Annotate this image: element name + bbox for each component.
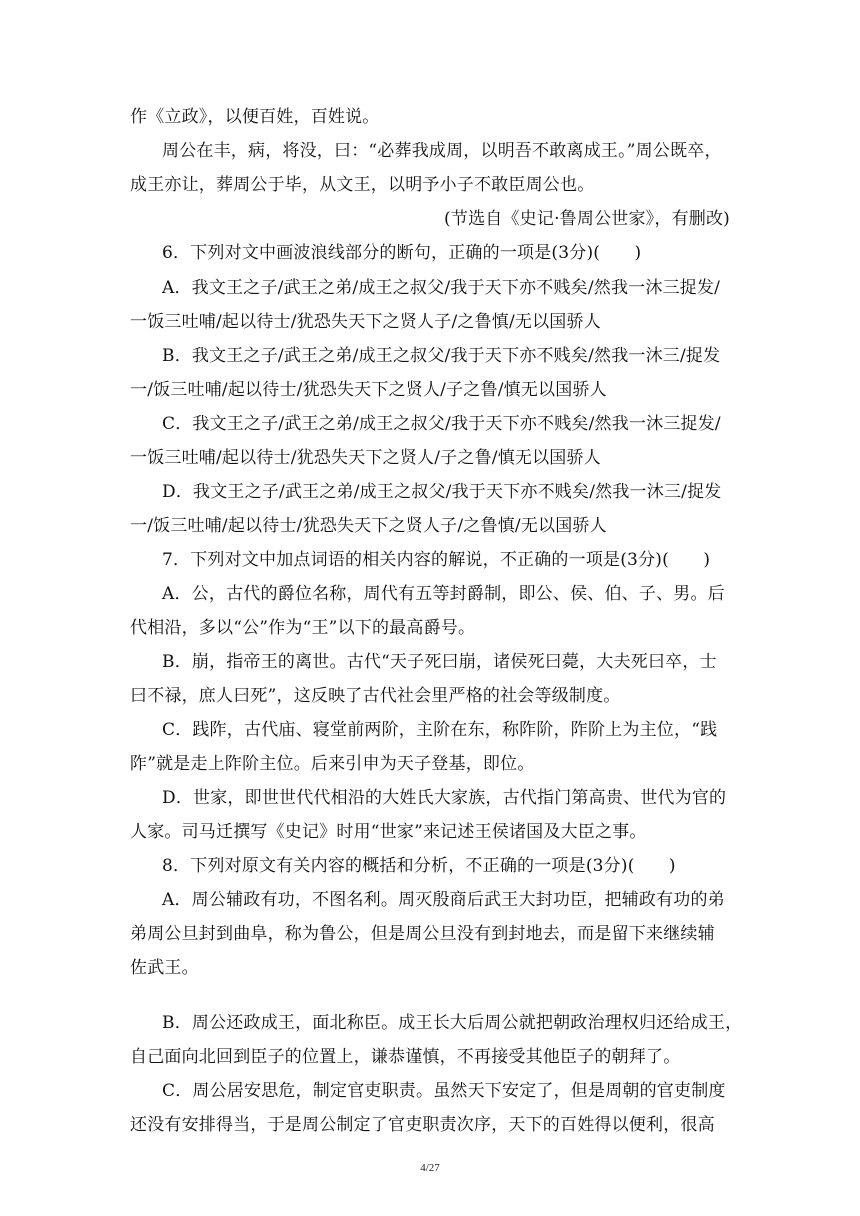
q8-option-b-cont: 自己面向北回到臣子的位置上，谦恭谨慎，不再接受其他臣子的朝拜了。 <box>130 1047 681 1067</box>
q8-option-a-cont-1: 弟周公旦封到曲阜，称为鲁公，但是周公旦没有到封地去，而是留下来继续辅 <box>130 924 715 944</box>
q6-option-b-cont: 一/饭三吐哺/起以待士/犹恐失天下之贤人/子之鲁/慎无以国骄人 <box>130 380 607 400</box>
question-6: 6．下列对文中画波浪线部分的断句，正确的一项是(3分)( ) <box>162 243 642 263</box>
q7-option-c-cont: 阼”就是走上阼阶主位。后来引申为天子登基，即位。 <box>130 754 535 774</box>
q8-option-a: A．周公辅政有功，不图名利。周灭殷商后武王大封功臣，把辅政有功的弟 <box>162 890 725 910</box>
q7-option-a-cont: 代相沿，多以“公”作为“王”以下的最高爵号。 <box>130 618 476 638</box>
q6-option-c-cont: 一饭三吐哺/起以待士/犹恐失天下之贤人/子之鲁/慎无以国骄人 <box>130 448 601 468</box>
q8-option-b: B．周公还政成王，面北称臣。成王长大后周公就把朝政治理权归还给成王， <box>162 1013 743 1033</box>
q6-option-d-cont: 一/饭三吐哺/起以待士/犹恐失天下之贤人子/之鲁慎/无以国骄人 <box>130 516 607 536</box>
q7-option-a: A．公，古代的爵位名称，周代有五等封爵制，即公、侯、伯、子、男。后 <box>162 584 725 604</box>
passage-line-3: 成王亦让，葬周公于毕，从文王，以明予小子不敢臣周公也。 <box>130 175 595 195</box>
q7-option-c: C．践阼，古代庙、寝堂前两阶，主阶在东，称阼阶，阼阶上为主位，“践 <box>162 720 718 740</box>
q8-option-a-cont-2: 佐武王。 <box>130 958 199 978</box>
q6-option-a-cont: 一饭三吐哺/起以待士/犹恐失天下之贤人子/之鲁慎/无以国骄人 <box>130 312 601 332</box>
source-citation: (节选自《史记·鲁周公世家》，有删改) <box>444 209 730 229</box>
passage-line-2: 周公在丰，病，将没，曰：“必葬我成周，以明吾不敢离成王。”周公既卒， <box>162 141 722 161</box>
q6-option-d: D．我文王之子/武王之弟/成王之叔父/我于天下亦不贱矣/然我一沐三/捉发 <box>162 482 722 502</box>
q6-option-a: A．我文王之子/武王之弟/成王之叔父/我于天下亦不贱矣/然我一沐三捉发/ <box>162 278 721 298</box>
q7-option-b: B．崩，指帝王的离世。古代“天子死曰崩，诸侯死曰薨，大夫死曰卒，士 <box>162 652 717 672</box>
q7-option-d-cont: 人家。司马迁撰写《史记》时用“世家”来记述王侯诸国及大臣之事。 <box>130 822 647 842</box>
question-7: 7．下列对文中加点词语的相关内容的解说，不正确的一项是(3分)( ) <box>162 550 711 570</box>
q8-option-c-cont: 还没有安排得当，于是周公制定了官吏职责次序，天下的百姓得以便利，很高 <box>130 1115 715 1135</box>
question-8: 8．下列对原文有关内容的概括和分析，不正确的一项是(3分)( ) <box>162 856 676 876</box>
page-number: 4/27 <box>420 1162 440 1174</box>
passage-line-1: 作《立政》，以便百姓，百姓说。 <box>130 107 380 127</box>
q6-option-c: C．我文王之子/武王之弟/成王之叔父/我于天下亦不贱矣/然我一沐三捉发/ <box>162 414 721 434</box>
q7-option-d: D．世家，即世世代代相沿的大姓氏大家族，古代指门第高贵、世代为官的 <box>162 788 727 808</box>
q8-option-c: C．周公居安思危，制定官吏职责。虽然天下安定了，但是周朝的官吏制度 <box>162 1081 726 1101</box>
q7-option-b-cont: 曰不禄，庶人曰死”，这反映了古代社会里严格的社会等级制度。 <box>130 686 621 706</box>
q6-option-b: B．我文王之子/武王之弟/成王之叔父/我于天下亦不贱矣/然我一沐三/捉发 <box>162 346 721 366</box>
